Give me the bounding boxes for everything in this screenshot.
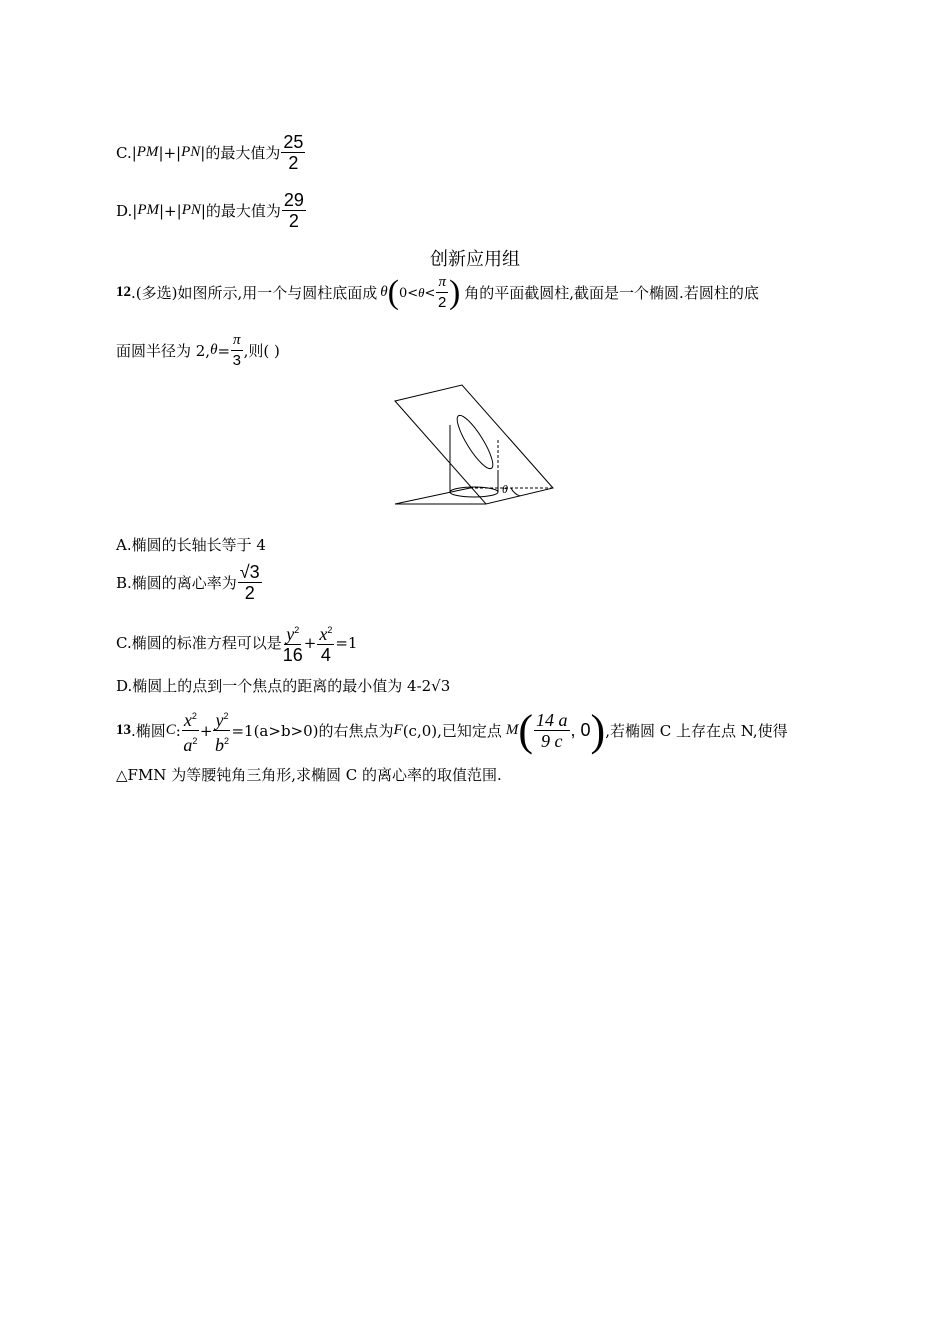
- option-d-pm: PM: [137, 202, 159, 218]
- option-d-prev: [116, 190, 307, 231]
- option-c-fraction: [281, 132, 305, 173]
- q12-eq: =: [217, 341, 231, 360]
- q12-option-b-num: √3: [239, 562, 260, 582]
- q13-m-num: 14 a: [536, 710, 568, 730]
- option-d-suffix: |的最大值为: [200, 202, 281, 220]
- cylinder-figure: [390, 380, 560, 510]
- q12-text4: ,则( ): [243, 342, 280, 360]
- option-d-prefix: D.|: [116, 201, 138, 220]
- q12-option-c-ysq: 2: [294, 625, 300, 635]
- section-title: 创新应用组: [430, 249, 520, 270]
- q12-option-c-xsq: 2: [327, 625, 333, 635]
- q13-colon: :: [175, 721, 181, 740]
- q12-option-c-x-frac: [317, 620, 334, 665]
- q13-plus: +: [199, 721, 213, 740]
- option-c-prefix: C.|: [116, 143, 137, 162]
- q13-left-paren: (: [518, 705, 534, 755]
- q12-option-c-plus: +: [303, 633, 317, 652]
- q12-left-paren: (: [387, 273, 399, 311]
- q12-cond-lt: <: [424, 285, 436, 301]
- q12-cond-left: 0<: [398, 285, 419, 301]
- q12-theta-eq: θ: [210, 342, 218, 358]
- option-c-prev: [116, 132, 306, 173]
- q13-m: M: [505, 722, 519, 738]
- q12-cond: [399, 285, 435, 301]
- q13-m-y: , 0: [570, 720, 591, 740]
- q12-option-a: A.椭圆的长轴长等于 4: [116, 536, 266, 554]
- option-c-pn: PN: [181, 144, 201, 160]
- q12-option-c-y: y: [286, 624, 295, 644]
- q12-line1: [116, 272, 759, 313]
- q12-option-c: [116, 620, 357, 665]
- q12-theta: θ: [380, 284, 388, 300]
- q13-text2: ,若椭圆 C 上存在点 N,使得: [605, 722, 788, 740]
- figure-theta-label: θ: [502, 482, 508, 496]
- q13-cond: =1(a>b>0)的右焦点为: [231, 722, 394, 740]
- option-d-num: 29: [283, 190, 304, 210]
- q12-option-b-fraction: [238, 562, 262, 603]
- q13-line2: △FMN 为等腰钝角三角形,求椭圆 C 的离心率的取值范围.: [116, 766, 502, 784]
- angle-arc: [511, 488, 520, 496]
- cylinder-base: [450, 487, 498, 497]
- q12-option-c-eq: =1: [335, 633, 358, 652]
- q12-option-d: D.椭圆上的点到一个焦点的距离的最小值为 4-2√3: [116, 677, 451, 695]
- option-c-den: 2: [288, 153, 299, 173]
- q12-text3: 面圆半径为 2,: [116, 342, 211, 360]
- q13-m-frac: [534, 710, 570, 751]
- option-d-den: 2: [288, 211, 299, 231]
- q13-x: x: [183, 710, 192, 730]
- q13-y-frac: $\frac{y^2}{b^2}$: [213, 706, 230, 755]
- option-d-fraction: [282, 190, 306, 231]
- q12-cond-theta: θ: [418, 284, 425, 300]
- q12-line2: [116, 330, 280, 371]
- option-d-pn: PN: [181, 202, 201, 218]
- cutting-plane: [395, 385, 553, 504]
- section-ellipse: [452, 411, 498, 472]
- q12-text2: 角的平面截圆柱,截面是一个椭圆.若圆柱的底: [464, 284, 759, 302]
- q12-option-b: [116, 562, 263, 603]
- q12-pi-over-2: [436, 272, 448, 313]
- q12-option-c-x: x: [319, 624, 328, 644]
- option-c-pm: PM: [136, 144, 159, 160]
- q13-right-paren: ): [590, 705, 606, 755]
- q13-c: C: [165, 722, 176, 738]
- q12-two: 2: [438, 294, 447, 311]
- q13-line1: [116, 706, 788, 755]
- q12-tag: .(多选): [131, 284, 178, 302]
- q12-option-c-den2: 4: [320, 645, 331, 665]
- q12-option-c-den1: 16: [282, 645, 303, 665]
- q13-b: b: [214, 735, 224, 755]
- q12-number: 12: [116, 284, 131, 300]
- q13-x-frac: $\frac{x^2}{a^2}$: [182, 706, 199, 755]
- q12-option-b-den: 2: [244, 583, 255, 603]
- q12-option-b-prefix: B.椭圆的离心率为: [116, 574, 237, 592]
- q13-fc: (c,0),已知定点: [402, 722, 502, 740]
- option-c-num: 25: [283, 132, 304, 152]
- q12-pi-b: π: [231, 330, 243, 351]
- q13-number: 13: [116, 722, 131, 738]
- q12-option-c-prefix: C.椭圆的标准方程可以是: [116, 634, 282, 652]
- option-c-suffix: |的最大值为: [200, 144, 281, 162]
- option-d-mid: |+|: [159, 201, 182, 220]
- q13-text1: .椭圆: [131, 722, 166, 740]
- option-c-mid: |+|: [158, 143, 182, 162]
- q12-text1: 如图所示,用一个与圆柱底面成: [177, 284, 378, 302]
- q12-pi: π: [436, 272, 448, 293]
- q12-three: 3: [232, 352, 241, 369]
- q13-a: a: [183, 735, 193, 755]
- q12-pi-over-3: [231, 330, 243, 371]
- q12-right-paren: ): [448, 273, 461, 311]
- q13-y: y: [215, 710, 224, 730]
- q13-f: F: [393, 722, 403, 738]
- q12-option-c-y-frac: [283, 620, 303, 665]
- q13-m-den: 9 c: [541, 731, 563, 751]
